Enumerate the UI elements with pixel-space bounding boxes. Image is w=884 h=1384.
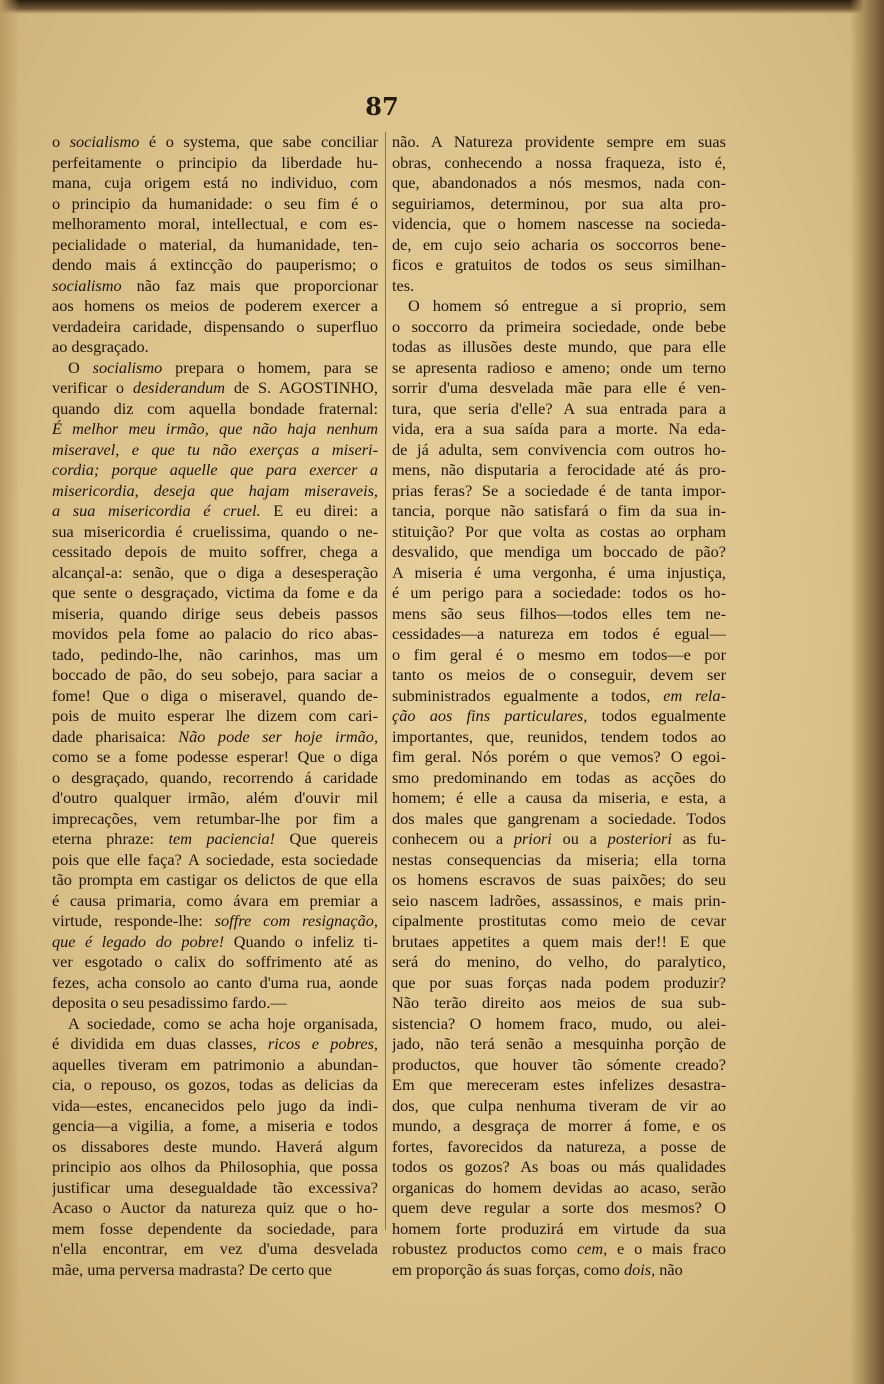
italic-text: dois, (623, 1259, 656, 1279)
text-line (392, 481, 726, 502)
text-line (52, 583, 378, 604)
text-run: Que quereis (275, 829, 378, 848)
text-run: videncia, que o homem nascesse na socieda- (392, 214, 726, 233)
text-run: não. A Natureza providente sempre em suas (392, 132, 726, 151)
text-run: mens, não disputaria a ferocidade até ás pro- (392, 460, 726, 479)
text-line (392, 1239, 726, 1260)
text-run: não (655, 1259, 683, 1279)
text-line (52, 706, 378, 727)
text-line (52, 296, 378, 317)
text-run: seguiriamos, determinou, por sua alta pro- (392, 193, 726, 213)
text-line (392, 1075, 726, 1096)
text-run: que, abandonados a nós mesmos, nada con- (392, 173, 726, 192)
text-line (392, 214, 726, 235)
text-line (52, 481, 378, 502)
text-run: productos, que houver tão sómente creado? (392, 1054, 726, 1074)
text-run: melhoramento moral, intellectual, e com es- (52, 214, 378, 233)
text-run: eterna phraze: (52, 829, 169, 848)
text-line (392, 1260, 726, 1281)
text-line (392, 358, 726, 379)
text-run: O homem só entregue a si proprio, sem (408, 296, 726, 315)
text-run: sorrir d'uma desvelada mãe para elle é ven- (392, 378, 726, 397)
text-run: tes. (392, 275, 415, 295)
text-line (392, 1137, 726, 1158)
text-run: será do menino, do velho, do paralytico, (392, 952, 726, 971)
text-run: fortes, favorecidos da natureza, a posse de (392, 1136, 726, 1156)
text-line (52, 214, 378, 235)
text-run: mem fosse dependente da sociedade, para (52, 1218, 378, 1238)
text-line (392, 337, 726, 358)
text-run: que sente o desgraçado, victima da fome e da (52, 583, 378, 602)
text-line (52, 1034, 378, 1055)
italic-text: Não pode ser hoje irmão, (178, 726, 378, 746)
text-run: mana, cuja origem está no individuo, com (52, 173, 378, 192)
text-line (52, 727, 378, 748)
text-line (392, 1096, 726, 1117)
text-line (392, 132, 726, 153)
text-run: ficos e gratuitos de todos os seus similhan- (392, 255, 726, 274)
text-line (52, 850, 378, 871)
text-run: A miseria é uma vergonha, é uma injustiça, (392, 562, 726, 582)
text-line (392, 1157, 726, 1178)
text-line (52, 788, 378, 809)
text-line (392, 891, 726, 912)
text-line (392, 317, 726, 338)
text-run: o desgraçado, quando, recorrendo á caridade (52, 767, 378, 787)
text-run: cessidades—a natureza em todos é egual— (392, 624, 726, 643)
text-run: Acaso o Auctor da natureza quiz que o ho- (52, 1198, 378, 1217)
text-line (52, 604, 378, 625)
text-run: e o mais fraco (607, 1239, 726, 1258)
text-line (52, 399, 378, 420)
text-run: tão prompta em castigar os delictos de que ella (52, 870, 378, 889)
text-run: não faz mais que proporcionar (121, 275, 378, 295)
text-run: os homens escravos de suas paixões; do seu (392, 870, 726, 889)
text-run: mens são seus filhos—todos elles tem ne- (392, 603, 726, 623)
text-run: é o systema, que sabe conciliar (139, 132, 378, 151)
text-run: d'outro qualquer irmão, além d'ouvir mil (52, 788, 378, 807)
text-run: ou a (551, 829, 608, 848)
text-run: de, em cujo seio acharia os soccorros bene- (392, 234, 726, 254)
text-line (392, 1116, 726, 1137)
text-line (52, 235, 378, 256)
text-line (392, 1198, 726, 1219)
page-number: 87 (365, 92, 399, 121)
text-line (392, 378, 726, 399)
text-run: tura, que seria d'elle? A sua entrada para a (392, 398, 726, 418)
text-line (392, 522, 726, 543)
text-line (392, 1219, 726, 1240)
text-run: mãe, uma perversa madrasta? De certo que (52, 1259, 332, 1279)
italic-text: que é legado do pobre! (52, 931, 225, 951)
text-run: ver esgotado o calix do soffrimento até as (52, 952, 378, 971)
text-line (392, 235, 726, 256)
text-run: principio aos olhos da Philosophia, que possa (52, 1157, 378, 1176)
text-line (392, 645, 726, 666)
text-line (392, 583, 726, 604)
text-line (52, 993, 378, 1014)
text-run: dade pharisaica: (52, 726, 179, 746)
text-run: Quando o infeliz ti- (224, 931, 378, 951)
text-run: pois de muito esperar lhe dizem com cari- (52, 706, 378, 725)
text-run: conhecem ou a (392, 829, 514, 848)
text-line (52, 1075, 378, 1096)
text-run: justificar uma desegualdade tão excessiva? (52, 1177, 378, 1197)
text-line (392, 809, 726, 830)
text-run: pois que elle faça? A sociedade, esta sociedade (52, 849, 378, 869)
text-run: em proporção ás suas forças, como (392, 1259, 624, 1279)
italic-text: miseravel, e que tu não exerças a miseri- (52, 439, 378, 459)
text-run: jado, não terá senão a mesquinha porção de (392, 1034, 726, 1053)
italic-text: socialismo (69, 132, 140, 151)
text-line (52, 358, 378, 379)
text-run: boccado de pão, do seu sobejo, para saciar a (52, 665, 378, 684)
text-line (52, 645, 378, 666)
text-run: o fim geral é o mesmo em todos—e por (392, 644, 726, 664)
text-run: é dividida em duas classes, (52, 1034, 268, 1053)
text-run: aos homens os meios de poderem exercer a (52, 296, 378, 315)
text-run: E eu direi: a (260, 501, 378, 520)
text-line (392, 276, 726, 297)
text-line (392, 788, 726, 809)
text-line (392, 1014, 726, 1035)
text-line (52, 1260, 378, 1281)
text-run: importantes, que, reunidos, tendem todos ao (392, 726, 726, 746)
text-run: o soccorro da primeira sociedade, onde bebe (392, 316, 726, 336)
text-line (392, 399, 726, 420)
text-run: organicas do homem devidas ao acaso, serão (392, 1177, 726, 1197)
text-line (392, 440, 726, 461)
text-line (52, 501, 378, 522)
text-run: perfeitamente o principio da liberdade hu- (52, 152, 378, 172)
text-run: o principio da humanidade: o seu fim é o (52, 193, 378, 213)
text-run: virtude, responde-lhe: (52, 911, 215, 930)
text-line (392, 993, 726, 1014)
text-run: de já adulta, sem convivencia com outros ho- (392, 439, 726, 459)
text-run: stituição? Por que volta as costas ao orpham (392, 521, 726, 541)
italic-text: ção aos fins particulares, (392, 706, 588, 725)
text-line (392, 1034, 726, 1055)
text-line (52, 563, 378, 584)
italic-text: É melhor meu irmão, que não haja nenhum (52, 419, 378, 438)
text-line (52, 1014, 378, 1035)
text-run: verdadeira caridade, dispensando o superfluo (52, 316, 378, 336)
italic-text: misericordia, deseja que hajam miseraveis, (52, 480, 378, 500)
text-line (52, 665, 378, 686)
text-run: sua misericordia é cruelissima, quando o ne- (52, 521, 378, 541)
text-line (52, 932, 378, 953)
text-line (52, 1198, 378, 1219)
text-line (52, 1157, 378, 1178)
text-run: todas as illusões deste mundo, que para elle (392, 337, 726, 356)
text-run: homem; é elle a causa da miseria, e esta, a (392, 788, 726, 807)
text-line (392, 911, 726, 932)
text-line (52, 378, 378, 399)
text-line (392, 768, 726, 789)
text-line (52, 1116, 378, 1137)
italic-text: a sua misericordia é cruel. (52, 501, 261, 520)
text-line (52, 624, 378, 645)
text-run: se apresenta radioso e ameno; onde um terno (392, 357, 726, 377)
text-run: desvalido, que mendiga um boccado de pão? (392, 542, 726, 561)
text-run: dos, que culpa nenhuma tiveram de vir ao (392, 1095, 726, 1115)
text-run: fezes, acha consolo ao canto d'uma rua, aonde (52, 972, 378, 992)
text-run: n'ella encontrar, em vez d'uma desvelada (52, 1239, 378, 1258)
text-run: dos males que gangrenam a sociedade. Todos (392, 808, 726, 828)
text-line (52, 440, 378, 461)
text-line (392, 952, 726, 973)
text-run: sistencia? O homem fraco, mudo, ou alei- (392, 1013, 726, 1033)
italic-text: socialismo (92, 357, 163, 377)
text-run: é causa primaria, como ávara em premiar a (52, 890, 378, 910)
italic-text: socialismo (52, 275, 122, 295)
text-run: de S. AGOSTINHO, (225, 378, 378, 397)
text-run: Não terão direito aos meios de sua sub- (392, 993, 726, 1012)
text-line (52, 870, 378, 891)
text-line (52, 1137, 378, 1158)
text-run: todos os gozos? As boas ou más qualidades (392, 1157, 726, 1176)
text-line (392, 829, 726, 850)
text-run: tado, pedindo-lhe, não carinhos, mas um (52, 644, 378, 664)
text-run: robustez productos como (392, 1239, 577, 1258)
text-line (52, 952, 378, 973)
text-line (52, 460, 378, 481)
text-line (392, 624, 726, 645)
text-run: mundo, a desgraça de morrer á fome, e os (392, 1116, 726, 1135)
text-line (52, 891, 378, 912)
text-run: prepara o homem, para se (162, 357, 378, 377)
text-line (52, 1239, 378, 1260)
text-line (52, 973, 378, 994)
text-run: dendo mais á extincção do pauperismo; o (52, 255, 378, 274)
italic-text: desiderandum (132, 378, 226, 397)
text-line (52, 337, 378, 358)
text-run: seio nascem ladrões, assassinos, e mais prin- (392, 890, 726, 910)
text-run: tancia, porque não satisfará o fim da sua in- (392, 501, 726, 520)
text-run: smo predominando em todas as acções do (392, 767, 726, 787)
text-run: as fu- (671, 829, 726, 848)
text-run: fim geral. Nós porém o que vemos? O egoi- (392, 747, 726, 766)
text-run: movidos pela fome ao palacio do rico abas- (52, 624, 378, 643)
text-run: A sociedade, como se acha hoje organisada, (68, 1013, 378, 1033)
right-column (392, 132, 726, 1279)
italic-text: soffre com resignação, (214, 911, 378, 930)
text-line (52, 153, 378, 174)
italic-text: priori (513, 829, 552, 848)
text-line (392, 563, 726, 584)
text-run: deposita o seu pesadissimo fardo.— (52, 993, 287, 1012)
text-line (52, 911, 378, 932)
italic-text: cem, (576, 1239, 608, 1258)
text-run: cessitado depois de muito soffrer, chega a (52, 542, 378, 561)
text-run: prias feras? Se a sociedade é de tanta impor- (392, 480, 726, 500)
text-run: gencia—a vigilia, a fome, a miseria e todos (52, 1116, 378, 1135)
text-line (52, 1219, 378, 1240)
text-line (52, 173, 378, 194)
text-line (392, 665, 726, 686)
text-run: cia, o repouso, os gozos, todas as delicias da (52, 1075, 378, 1094)
text-run: obras, conhecendo a nossa fraqueza, isto é, (392, 152, 726, 172)
italic-text: ricos e pobres, (267, 1034, 378, 1053)
page-right-edge (850, 0, 884, 1384)
text-line (392, 973, 726, 994)
left-column (52, 132, 378, 1279)
text-run: verificar o (52, 378, 133, 397)
text-line (52, 747, 378, 768)
text-line (392, 419, 726, 440)
text-run: todos egualmente (587, 706, 726, 725)
text-run: nestas consequencias da miseria; ella torna (392, 849, 726, 869)
text-line (392, 296, 726, 317)
column-divider (385, 132, 386, 1230)
text-run: o (52, 132, 70, 151)
text-line (52, 686, 378, 707)
text-line (52, 276, 378, 297)
text-run: miseria, quando dirige seus debeis passos (52, 603, 378, 623)
text-line (52, 522, 378, 543)
text-line (392, 870, 726, 891)
text-line (392, 604, 726, 625)
italic-text: cordia; porque aquelle que para exercer a (52, 460, 378, 479)
text-line (52, 132, 378, 153)
text-line (392, 194, 726, 215)
text-line (392, 747, 726, 768)
text-line (392, 501, 726, 522)
text-line (52, 829, 378, 850)
text-line (392, 686, 726, 707)
text-run: é um perigo para a sociedade: todos os ho- (392, 583, 726, 602)
text-run: quem deve regular a sorte dos mesmos? O (392, 1198, 726, 1217)
text-run: que por suas forças nada podem produzir? (392, 972, 726, 992)
page-top-edge (0, 0, 884, 14)
text-line (52, 194, 378, 215)
text-run: homem forte produzirá em virtude da sua (392, 1218, 726, 1238)
text-line (52, 317, 378, 338)
text-line (52, 542, 378, 563)
italic-text: tem paciencia! (168, 829, 276, 848)
text-line (392, 255, 726, 276)
text-line (52, 809, 378, 830)
text-run: os dissabores deste mundo. Haverá algum (52, 1136, 378, 1156)
text-run: cipalmente prostitutas como meio de cevar (392, 911, 726, 930)
text-run: aquelles tiveram em patrimonio a abundan- (52, 1054, 378, 1074)
text-line (392, 542, 726, 563)
page-left-edge (0, 0, 20, 1384)
text-run: O (68, 357, 93, 377)
text-run: tanto os meios de o conseguir, devem ser (392, 665, 726, 684)
text-line (392, 1178, 726, 1199)
text-line (52, 768, 378, 789)
text-line (392, 460, 726, 481)
text-run: quando diz com aquella bondade fraternal: (52, 398, 378, 418)
text-run: como se a fome podesse esperar! Que o diga (52, 747, 378, 766)
italic-text: em rela- (663, 685, 726, 705)
text-line (52, 255, 378, 276)
text-run: ao desgraçado. (52, 337, 149, 356)
text-run: pecialidade o material, da humanidade, ten- (52, 234, 378, 254)
text-line (52, 1178, 378, 1199)
text-line (392, 727, 726, 748)
text-run: vida—estes, encanecidos pelo jugo da indi- (52, 1095, 378, 1115)
text-line (392, 850, 726, 871)
text-run: fome! Que o diga o miseravel, quando de- (52, 685, 378, 705)
text-line (52, 1055, 378, 1076)
text-run: vida, era a sua saída para a morte. Na eda- (392, 419, 726, 438)
text-line (392, 153, 726, 174)
text-line (392, 1055, 726, 1076)
text-run: subministrados egualmente a todos, (392, 685, 664, 705)
text-line (392, 932, 726, 953)
italic-text: posteriori (607, 829, 672, 848)
text-run: brutaes appetites a quem mais der!! E que (392, 931, 726, 951)
text-line (392, 706, 726, 727)
text-run: Em que mereceram estes infelizes desastra- (392, 1075, 726, 1094)
text-run: alcançal-a: senão, que o diga a desesperação (52, 562, 378, 582)
text-run: imprecações, vem retumbar-lhe por fim a (52, 808, 378, 828)
text-line (392, 173, 726, 194)
text-line (52, 419, 378, 440)
text-line (52, 1096, 378, 1117)
